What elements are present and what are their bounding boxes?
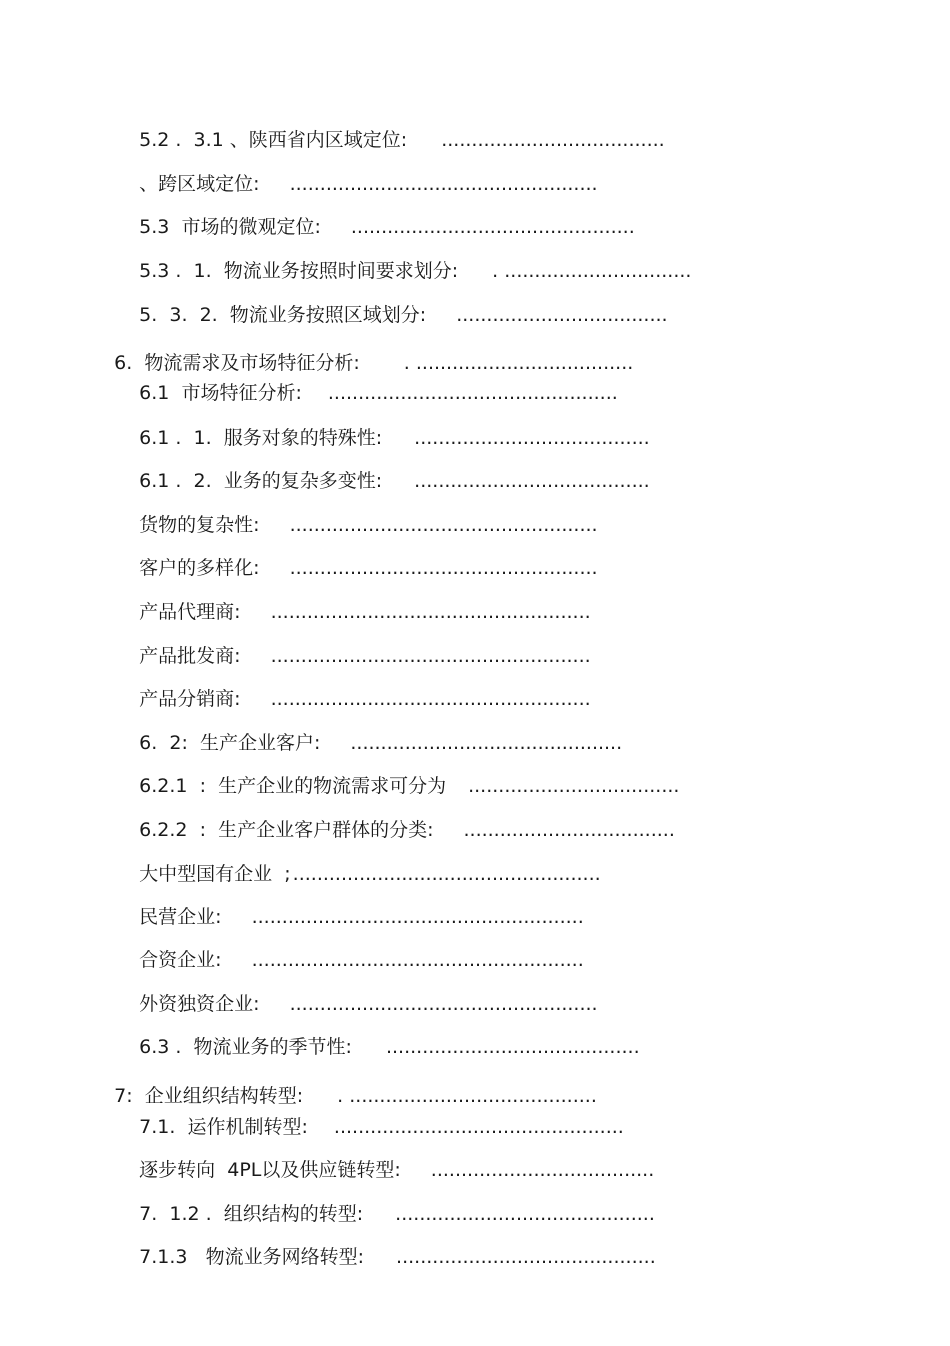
toc-entry-title: 逐步转向 4PL以及供应链转型: [139, 1159, 401, 1181]
toc-leader: ................................................... [289, 173, 598, 195]
toc-leader: ................................................ [333, 1116, 624, 1138]
toc-leader: ....................................................... [251, 906, 584, 928]
toc-leader: . ............................... [492, 260, 692, 282]
toc-leader: ................................... [456, 304, 668, 326]
toc-leader: ................................................ [327, 382, 618, 404]
toc-leader: ..................................................... [270, 645, 591, 667]
toc-entry-title: 大中型国有企业 ; [139, 863, 291, 885]
toc-entry-title: 6.2.2 : 生产企业客户群体的分类: [139, 819, 434, 841]
toc-leader: ..................................... [430, 1159, 655, 1181]
toc-leader: . ......................................... [337, 1085, 597, 1107]
toc-leader: ................................................... [292, 863, 601, 885]
toc-entry-title: 外资独资企业: [139, 993, 260, 1015]
toc-entry-title: 民营企业: [139, 906, 222, 928]
toc-leader: ........................................... [396, 1246, 656, 1268]
toc-leader: ............................................... [350, 216, 635, 238]
toc-leader: ................................... [468, 775, 680, 797]
toc-leader: ....................................................... [251, 949, 584, 971]
toc-leader: . .................................... [403, 352, 634, 374]
toc-leader: ..................................... [441, 129, 665, 151]
toc-entry-title: 6. 物流需求及市场特征分析: [114, 352, 360, 374]
toc-leader: ....................................... [414, 470, 650, 492]
toc-entry-title: 6.1 市场特征分析: [139, 382, 302, 404]
toc-entry-title: 货物的复杂性: [139, 514, 260, 536]
toc-leader: ....................................... [414, 427, 650, 449]
toc-entry-title: 产品代理商: [139, 601, 241, 623]
toc-entry-title: 合资企业: [139, 949, 222, 971]
toc-entry-title: 7.1. 运作机制转型: [139, 1116, 308, 1138]
toc-entry-title: 5.3 . 1. 物流业务按照时间要求划分: [139, 260, 459, 282]
toc-entry-title: 6.1 . 1. 服务对象的特殊性: [139, 427, 383, 449]
toc-entry-title: 7. 1.2 . 组织结构的转型: [139, 1203, 364, 1225]
toc-entry-title: 7.1.3 物流业务网络转型: [139, 1246, 365, 1268]
toc-entry-title: 5. 3. 2. 物流业务按照区域划分: [139, 304, 427, 326]
toc-entry [115, 1221, 656, 1293]
toc-leader: ..................................................... [270, 601, 591, 623]
toc-leader: ............................................. [350, 732, 623, 754]
toc-entry-title: 6.2.1 : 生产企业的物流需求可分为 [139, 775, 447, 797]
toc-leader: ................................................... [289, 993, 598, 1015]
toc-leader: ..................................................... [270, 688, 591, 710]
toc-entry-title: 产品批发商: [139, 645, 241, 667]
toc-entry-title: 5.3 市场的微观定位: [139, 216, 321, 238]
toc-leader: ................................... [463, 819, 675, 841]
toc-leader: .......................................... [385, 1036, 640, 1058]
toc-entry-title: 7: 企业组织结构转型: [114, 1085, 304, 1107]
toc-entry-title: 、跨区域定位: [139, 173, 260, 195]
toc-leader: ........................................... [395, 1203, 655, 1225]
toc-entry-title: 客户的多样化: [139, 557, 260, 579]
toc-leader: ................................................... [289, 557, 598, 579]
toc-entry-title: 6.3 . 物流业务的季节性: [139, 1036, 352, 1058]
toc-entry-title: 产品分销商: [139, 688, 241, 710]
toc-entry-title: 6.1 . 2. 业务的复杂多变性: [139, 470, 383, 492]
toc-leader: ................................................... [289, 514, 598, 536]
toc-entry-title: 6. 2: 生产企业客户: [139, 732, 321, 754]
toc-entry-title: 5.2 . 3.1 、陕西省内区域定位: [139, 129, 408, 151]
